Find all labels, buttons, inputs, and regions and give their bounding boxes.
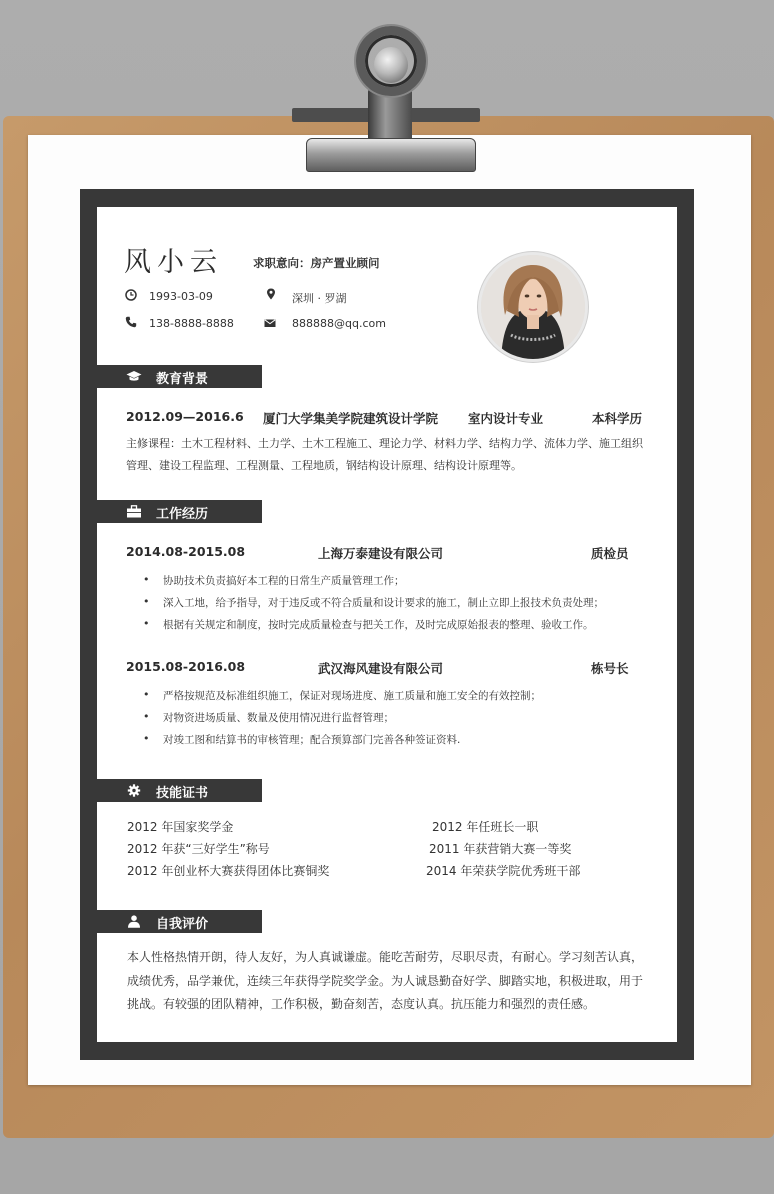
skill-item: 2012 年创业杯大赛获得团体比赛铜奖 — [127, 864, 330, 878]
evaluation-line: 本人性格热情开朗，待人友好，为人真诚谦虚。能吃苦耐劳，尽职尽责，有耐心。学习刻苦认真， — [127, 950, 644, 964]
section-skills-title: 技能证书 — [156, 786, 209, 801]
education-major: 室内设计专业 — [468, 411, 544, 426]
section-education-title: 教育背景 — [156, 372, 209, 387]
work-company: 武汉海风建设有限公司 — [318, 661, 444, 676]
phone: 138-8888-8888 — [149, 317, 234, 330]
skill-item: 2012 年获“三好学生”称号 — [127, 842, 270, 856]
education-school: 厦门大学集美学院建筑设计学院 — [263, 411, 439, 426]
work-period: 2014.08-2015.08 — [126, 544, 246, 559]
section-education-header — [97, 365, 262, 388]
section-work-header — [97, 500, 262, 523]
location: 深圳 · 罗湖 — [292, 292, 347, 305]
mail-icon — [264, 317, 276, 329]
section-evaluation-title: 自我评价 — [156, 917, 209, 932]
evaluation-line: 挑战。有较强的团队精神，工作积极，勤奋刻苦，态度认真。抗压能力和强烈的责任感。 — [127, 997, 596, 1011]
education-period: 2012.09—2016.6 — [126, 409, 244, 424]
work-role: 栋号长 — [591, 661, 629, 676]
email: 888888@qq.com — [292, 317, 386, 330]
clip-base — [306, 138, 476, 172]
skill-item: 2014 年荣获学院优秀班干部 — [426, 864, 581, 878]
work-bullet: • 根据有关规定和制度，按时完成质量检查与把关工作，及时完成原始报表的整理、验收工作。 — [163, 617, 594, 632]
gear-icon — [126, 784, 142, 797]
birthday: 1993-03-09 — [149, 290, 213, 303]
education-courses-line1: 主修课程：土木工程材料、土力学、土木工程施工、理论力学、材料力学、结构力学、流体力学、施工组织 — [126, 437, 643, 450]
work-bullet: • 对物资进场质量、数量及使用情况进行监督管理； — [163, 710, 394, 725]
skill-item: 2012 年任班长一职 — [432, 820, 539, 834]
work-bullet: • 协助技术负责搞好本工程的日常生产质量管理工作； — [163, 573, 405, 588]
location-pin-icon — [265, 288, 277, 300]
phone-icon — [125, 316, 137, 328]
evaluation-line: 成绩优秀，品学兼优，连续三年获得学院奖学金。为人诚恳勤奋好学、脚踏实地，积极进取，用于 — [127, 973, 644, 988]
work-period: 2015.08-2016.08 — [126, 659, 246, 674]
section-evaluation-header — [97, 910, 262, 933]
profile-photo — [478, 252, 588, 362]
work-company: 上海万泰建设有限公司 — [318, 546, 444, 561]
education-degree: 本科学历 — [592, 411, 643, 426]
work-role: 质检员 — [591, 546, 629, 561]
skill-item: 2012 年国家奖学金 — [127, 820, 234, 834]
clip-knob — [374, 47, 408, 83]
section-skills-header — [97, 779, 262, 802]
work-bullet: • 严格按规范及标准组织施工，保证对现场进度、施工质量和施工安全的有效控制； — [163, 688, 541, 703]
work-bullet: • 深入工地，给予指导，对于违反或不符合质量和设计要求的施工，制止立即上报技术负责处理； — [163, 595, 604, 610]
person-icon — [126, 915, 142, 928]
self-evaluation — [127, 946, 662, 1017]
resume-name: 风小云 — [124, 247, 223, 278]
clock-icon — [125, 289, 137, 301]
section-work-title: 工作经历 — [156, 507, 209, 522]
education-courses-line2: 管理、建设工程监理、工程测量、工程地质，钢结构设计原理、结构设计原理等。 — [126, 459, 522, 472]
work-bullet: • 对竣工图和结算书的审核管理；配合预算部门完善各种签证资料. — [163, 732, 460, 747]
graduation-cap-icon — [126, 370, 142, 383]
clip-stem — [368, 88, 412, 144]
briefcase-icon — [126, 505, 142, 518]
skill-item: 2011 年获营销大赛一等奖 — [429, 842, 572, 856]
job-intent: 求职意向：房产置业顾问 — [253, 256, 380, 270]
